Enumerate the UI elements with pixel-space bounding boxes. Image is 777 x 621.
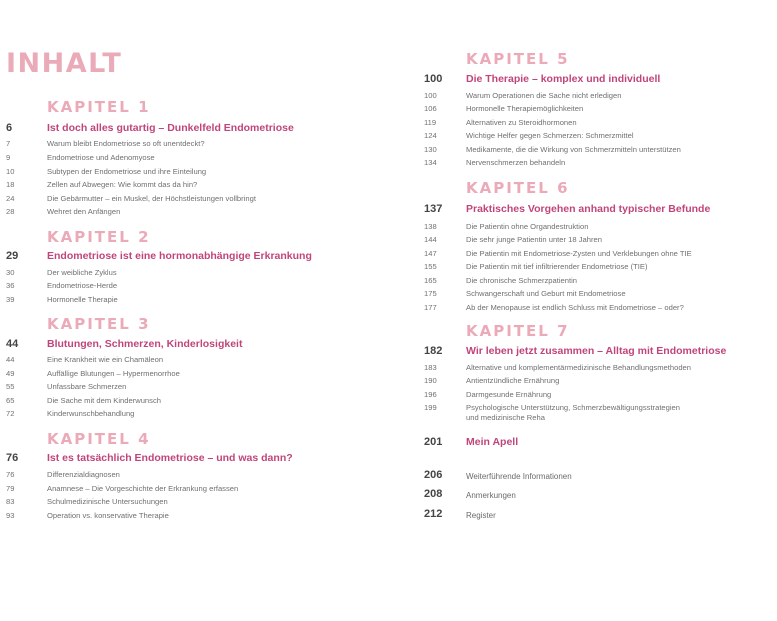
entry-title: Register — [466, 511, 496, 520]
chapter-title-text: Ist doch alles gutartig – Dunkelfeld Endometriose — [47, 122, 294, 134]
page-number: 124 — [424, 131, 437, 140]
entry-title: Auffällige Blutungen – Hypermenorrhoe — [47, 369, 180, 378]
chapter-title-text: Blutungen, Schmerzen, Kinderlosigkeit — [47, 338, 243, 350]
entry-title: und medizinische Reha — [466, 413, 545, 422]
page-number: 44 — [6, 338, 19, 350]
entry-title: Die chronische Schmerzpatientin — [466, 276, 578, 285]
chapter-title-text: Mein Apell — [466, 436, 519, 448]
entry-title: Endometriose-Herde — [47, 281, 118, 290]
entry-title: Die Patientin mit tief infiltrierender Endometriose (TIE) — [466, 262, 648, 271]
page-number: 83 — [6, 497, 15, 506]
entry-title: Anamnese – Die Vorgeschichte der Erkrankung erfassen — [47, 484, 239, 493]
page-number: 39 — [6, 295, 15, 304]
entry-title: Subtypen der Endometriose und ihre Einteilung — [47, 167, 207, 176]
page-number: 24 — [6, 194, 15, 203]
entry-title: Schwangerschaft und Geburt mit Endometriose — [466, 289, 626, 298]
entry-title: Wehret den Anfängen — [47, 207, 121, 216]
page-number: 196 — [424, 390, 437, 399]
entry-title: Psychologische Unterstützung, Schmerzbewältigungsstrategien — [466, 403, 681, 412]
entry-title: Die sehr junge Patientin unter 18 Jahren — [466, 235, 602, 244]
page-number: 100 — [424, 73, 443, 85]
page-number: 7 — [6, 139, 11, 148]
page-number: 138 — [424, 222, 437, 231]
page-number: 72 — [6, 409, 15, 418]
chapter-1-heading: KAPITEL 1 — [47, 98, 151, 116]
page-number: 76 — [6, 470, 15, 479]
entry-title: Differenzialdiagnosen — [47, 470, 120, 479]
page-number: 106 — [424, 104, 437, 113]
page-number: 36 — [6, 281, 15, 290]
page-number: 93 — [6, 511, 15, 520]
entry-title: Der weibliche Zyklus — [47, 268, 117, 277]
chapter-2-heading: KAPITEL 2 — [47, 228, 151, 246]
entry-title: Nervenschmerzen behandeln — [466, 158, 566, 167]
entry-title: Unfassbare Schmerzen — [47, 382, 127, 391]
entry-title: Schulmedizinische Untersuchungen — [47, 497, 168, 506]
page-number: 55 — [6, 382, 15, 391]
page-number: 175 — [424, 289, 437, 298]
entry-title: Hormonelle Therapiemöglichkeiten — [466, 104, 584, 113]
page-number: 206 — [424, 469, 443, 481]
entry-title: Medikamente, die die Wirkung von Schmerzmitteln unterstützen — [466, 145, 681, 154]
page-number: 134 — [424, 158, 437, 167]
page-number: 44 — [6, 355, 15, 364]
chapter-5-heading: KAPITEL 5 — [466, 50, 570, 68]
page-number: 130 — [424, 145, 437, 154]
page-number: 212 — [424, 508, 443, 520]
page-number: 190 — [424, 376, 437, 385]
page-title: INHALT — [6, 48, 123, 79]
entry-title: Warum Operationen die Sache nicht erledigen — [466, 91, 622, 100]
page-number: 9 — [6, 153, 11, 162]
page-number: 100 — [424, 91, 437, 100]
page-number: 182 — [424, 345, 443, 357]
page-number: 147 — [424, 249, 437, 258]
page-number: 30 — [6, 268, 15, 277]
page-number: 208 — [424, 488, 443, 500]
chapter-4-heading: KAPITEL 4 — [47, 430, 151, 448]
entry-title: Weiterführende Informationen — [466, 472, 572, 481]
entry-title: Alternative und komplementärmedizinische Behandlungsmethoden — [466, 363, 691, 372]
page-number: 49 — [6, 369, 15, 378]
entry-title: Operation vs. konservative Therapie — [47, 511, 169, 520]
entry-title: Alternativen zu Steroidhormonen — [466, 118, 577, 127]
entry-title: Eine Krankheit wie ein Chamäleon — [47, 355, 164, 364]
chapter-title-text: Endometriose ist eine hormonabhängige Erkrankung — [47, 250, 312, 262]
chapter-title-text: Praktisches Vorgehen anhand typischer Befunde — [466, 203, 711, 215]
page-number: 65 — [6, 396, 15, 405]
page-number: 137 — [424, 203, 443, 215]
entry-title: Warum bleibt Endometriose so oft unentdeckt? — [47, 139, 205, 148]
entry-title: Hormonelle Therapie — [47, 295, 118, 304]
entry-title: Die Patientin mit Endometriose-Zysten und Verklebungen ohne TIE — [466, 249, 692, 258]
page-number: 119 — [424, 118, 437, 127]
entry-title: Endometriose und Adenomyose — [47, 153, 155, 162]
entry-title: Darmgesunde Ernährung — [466, 390, 552, 399]
page-number: 199 — [424, 403, 437, 412]
page-number: 79 — [6, 484, 15, 493]
page-number: 155 — [424, 262, 437, 271]
chapter-title-text: Ist es tatsächlich Endometriose – und was dann? — [47, 452, 293, 464]
chapter-6-heading: KAPITEL 6 — [466, 179, 570, 197]
entry-title: Kinderwunschbehandlung — [47, 409, 135, 418]
entry-title: Die Patientin ohne Organdestruktion — [466, 222, 589, 231]
chapter-3-heading: KAPITEL 3 — [47, 315, 151, 333]
page-number: 18 — [6, 180, 15, 189]
entry-title: Zellen auf Abwegen: Wie kommt das da hin? — [47, 180, 198, 189]
entry-title: Ab der Menopause ist endlich Schluss mit Endometriose – oder? — [466, 303, 684, 312]
chapter-title-text: Wir leben jetzt zusammen – Alltag mit Endometriose — [466, 345, 727, 357]
page-number: 201 — [424, 436, 443, 448]
page-number: 144 — [424, 235, 437, 244]
chapter-7-heading: KAPITEL 7 — [466, 322, 570, 340]
page-number: 177 — [424, 303, 437, 312]
page-number: 28 — [6, 207, 15, 216]
page-number: 76 — [6, 452, 19, 464]
entry-title: Die Sache mit dem Kinderwunsch — [47, 396, 161, 405]
chapter-title-text: Die Therapie – komplex und individuell — [466, 73, 661, 85]
entry-title: Anmerkungen — [466, 491, 516, 500]
entry-title: Antientzündliche Ernährung — [466, 376, 560, 385]
entry-title: Wichtige Helfer gegen Schmerzen: Schmerzmittel — [466, 131, 634, 140]
page-number: 6 — [6, 122, 13, 134]
page-number: 183 — [424, 363, 437, 372]
page-number: 165 — [424, 276, 437, 285]
page-number: 10 — [6, 167, 15, 176]
page-number: 29 — [6, 250, 19, 262]
entry-title: Die Gebärmutter – ein Muskel, der Höchstleistungen vollbringt — [47, 194, 256, 203]
